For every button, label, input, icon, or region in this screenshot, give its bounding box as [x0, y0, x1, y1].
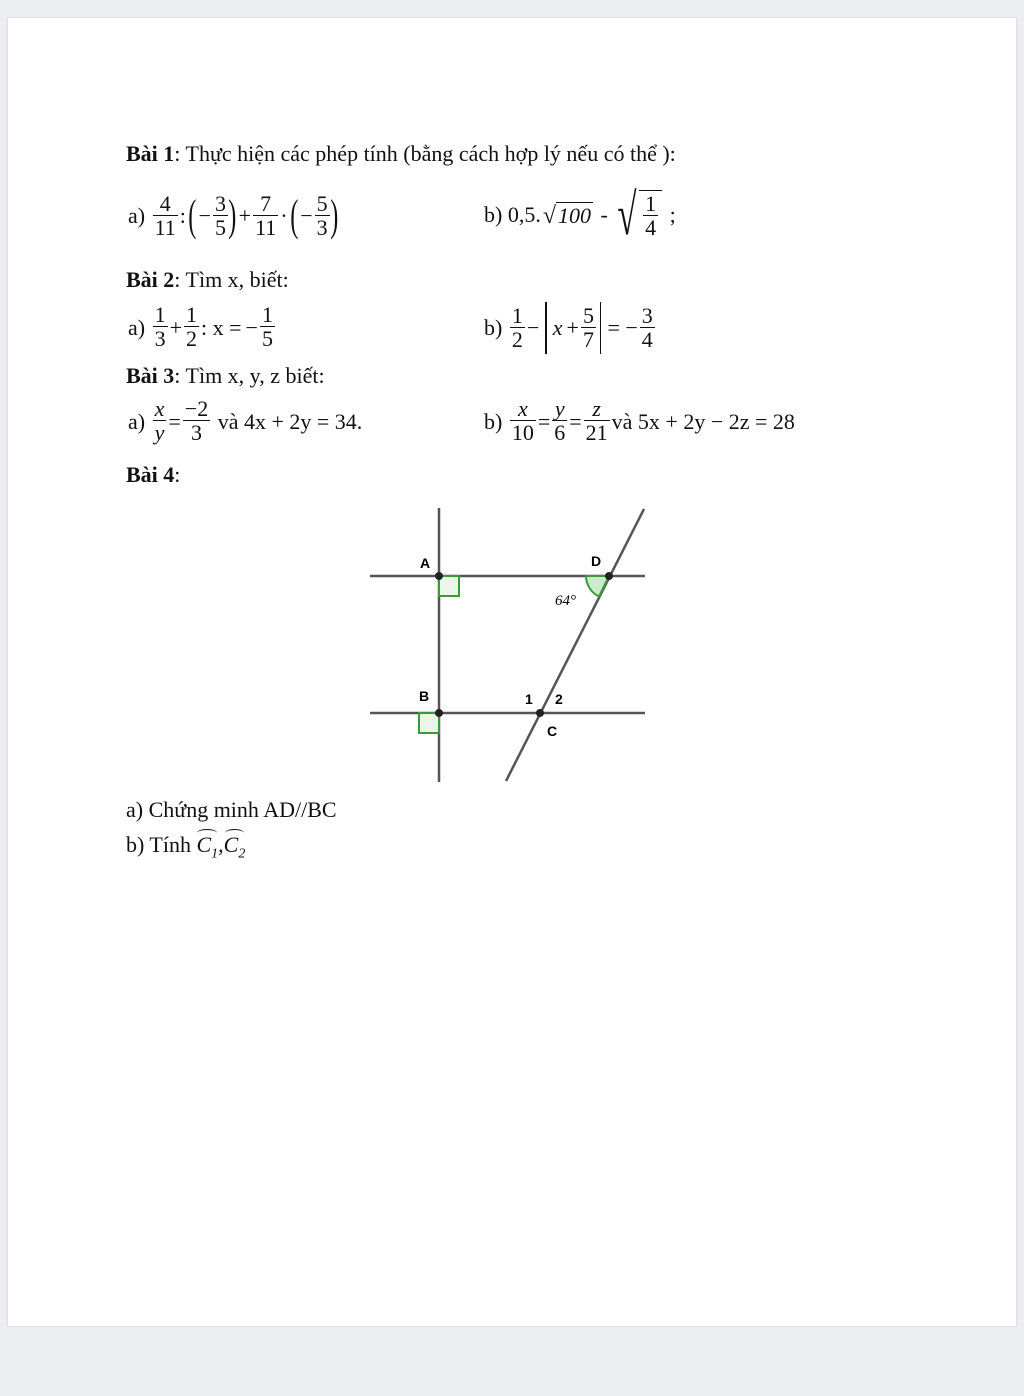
minus-sign: -	[600, 202, 608, 227]
radicand: 100	[558, 202, 591, 228]
numerator: 5	[582, 302, 594, 328]
denominator: 6	[554, 420, 566, 445]
paren-close: )	[228, 191, 237, 240]
bai3-b-label: b)	[484, 408, 503, 434]
numerator: y	[554, 396, 565, 421]
bai1-text: : Thực hiện các phép tính (bằng cách hợp lý nếu có thể ):	[174, 141, 676, 166]
denominator: 21	[585, 420, 608, 445]
bai4-b	[126, 832, 245, 867]
denominator: 5	[214, 214, 226, 240]
square-root	[543, 202, 593, 229]
fraction	[153, 190, 178, 240]
colon-x-equals: : x =	[201, 314, 242, 340]
fraction	[552, 398, 567, 445]
denominator: 4	[645, 215, 657, 240]
bai1-b	[482, 182, 678, 247]
denominator: y	[154, 420, 165, 445]
numerator: 7	[260, 190, 272, 216]
fraction	[640, 302, 655, 352]
numerator: −2	[184, 396, 209, 421]
numerator: x	[517, 396, 528, 421]
fraction	[315, 190, 330, 240]
fraction	[253, 190, 278, 240]
bai1-a-label: a)	[128, 203, 146, 228]
bai3-title: Bài 3	[126, 363, 175, 388]
radical-sign: √	[542, 202, 556, 229]
bai4-colon: :	[174, 462, 181, 487]
equals-sign: =	[168, 408, 181, 434]
semicolon: ;	[669, 202, 676, 227]
point-c	[536, 709, 544, 717]
fraction	[643, 193, 658, 240]
denominator: 4	[641, 326, 653, 352]
fraction	[510, 398, 536, 445]
bai2-heading	[126, 267, 289, 293]
numerator: 5	[316, 190, 328, 216]
radical-sign: √	[617, 182, 637, 247]
fraction	[584, 398, 610, 445]
angle-letter: C	[196, 832, 212, 857]
fraction	[510, 302, 525, 352]
paren-open: (	[289, 191, 298, 240]
denominator: 3	[154, 326, 166, 351]
denominator: 3	[183, 420, 210, 445]
point-d	[605, 572, 613, 580]
bai3-a-label: a)	[128, 408, 146, 434]
fraction	[213, 190, 228, 240]
bai4-heading	[126, 462, 180, 488]
numerator: 3	[214, 190, 226, 216]
numerator: 4	[159, 190, 171, 216]
plus-sign: +	[566, 315, 579, 340]
denominator: 11	[255, 214, 277, 240]
label-d: D	[591, 553, 602, 569]
numerator: 1	[154, 302, 166, 327]
bai1-heading	[126, 141, 676, 167]
equals-sign: =	[537, 408, 551, 434]
equals-sign: =	[569, 408, 582, 434]
label-c: C	[547, 723, 558, 739]
bai1-b-label: b) 0,5.	[484, 202, 541, 227]
paren-open: (	[188, 191, 197, 240]
bai2-b	[482, 302, 655, 354]
denominator: 11	[154, 214, 176, 240]
fraction	[153, 304, 168, 351]
numerator: z	[592, 396, 601, 421]
right-angle-mark-b	[419, 713, 439, 733]
variable-x: x	[552, 315, 563, 340]
plus-sign: +	[169, 314, 183, 340]
bai2-b-label: b)	[484, 315, 503, 340]
numerator: 1	[645, 191, 657, 216]
denominator: 10	[511, 420, 534, 445]
numerator: 3	[641, 302, 653, 328]
numerator: 1	[511, 302, 523, 328]
bai3-b	[482, 398, 797, 445]
label-angle-2: 2	[555, 691, 563, 707]
minus-sign: −	[526, 315, 540, 340]
angle-subscript: 2	[238, 846, 246, 862]
minus-sign: −	[245, 314, 258, 340]
numerator: 1	[186, 302, 198, 327]
fraction	[153, 398, 167, 445]
transversal-dc	[506, 509, 644, 781]
angle-c2	[224, 832, 246, 867]
angle-letter: C	[223, 832, 239, 857]
bai4-title: Bài 4	[126, 462, 175, 487]
point-a	[435, 572, 443, 580]
bai1-a	[126, 192, 338, 240]
equals-minus: = −	[607, 315, 638, 340]
denominator: 2	[186, 326, 198, 351]
bai2-a-label: a)	[128, 314, 146, 340]
condition-text: và 5x + 2y − 2z = 28	[611, 408, 795, 434]
fraction	[260, 304, 275, 351]
angle-subscript: 1	[211, 846, 219, 862]
fraction	[581, 302, 596, 352]
bai1-title: Bài 1	[126, 141, 175, 166]
bai2-title: Bài 2	[126, 267, 175, 292]
geometry-figure	[360, 500, 660, 790]
minus-sign: −	[300, 203, 313, 228]
radicand	[639, 190, 662, 240]
angle-c1	[196, 832, 218, 867]
bai4-b-label: b) Tính	[126, 832, 191, 857]
bai3-heading	[126, 363, 325, 389]
paren-close: )	[329, 191, 339, 240]
bai2-a	[126, 304, 275, 351]
operator: +	[238, 203, 252, 228]
numerator: x	[154, 396, 165, 421]
operator: ·	[280, 203, 288, 228]
label-a: A	[420, 555, 431, 571]
abs-bar-left	[545, 302, 547, 354]
operator: :	[179, 203, 186, 228]
label-angle-64: 64°	[555, 593, 576, 609]
bai4-a: a) Chứng minh AD//BC	[126, 797, 337, 822]
denominator: 3	[316, 214, 328, 240]
bai3-a	[126, 398, 364, 445]
numerator: 1	[261, 302, 273, 327]
abs-bar-right	[600, 302, 602, 354]
denominator: 2	[511, 326, 523, 352]
condition-text: và 4x + 2y = 34.	[217, 408, 363, 434]
label-b: B	[419, 688, 430, 704]
denominator: 5	[261, 326, 273, 351]
fraction	[184, 304, 199, 351]
bai3-text: : Tìm x, y, z biết:	[174, 363, 325, 388]
bai2-text: : Tìm x, biết:	[174, 267, 289, 292]
right-angle-mark-a	[439, 576, 459, 596]
denominator: 7	[582, 326, 594, 352]
fraction	[183, 398, 210, 445]
minus-sign: −	[198, 203, 211, 228]
label-angle-1: 1	[525, 691, 533, 707]
point-b	[435, 709, 443, 717]
comma: ,	[218, 832, 224, 857]
